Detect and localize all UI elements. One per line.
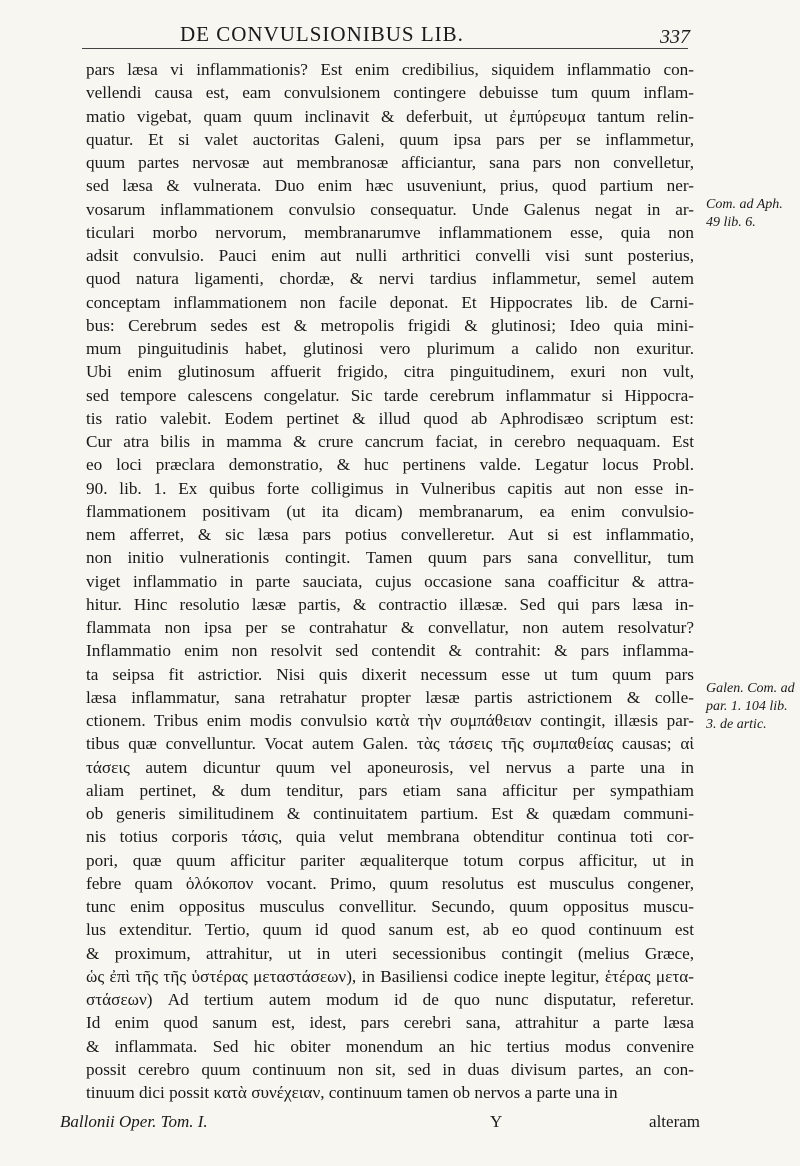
text-line: matio vigebat, quam quum inclinavit & deferbuit, ut ἐμπύρευμα tantum relin- <box>86 106 694 126</box>
text-line: pars læsa vi inflammationis? Est enim credibilius, siquidem inflammatio con- <box>86 60 694 79</box>
text-line: τάσεις autem dicuntur quum vel aponeurosis, vel nervus a parte una in <box>86 757 694 777</box>
text-line: bus: Cerebrum sedes est & metropolis frigidi & glutinosi; Ideo quia mini- <box>86 315 694 335</box>
text-line: conceptam inflammationem non facile deponat. Et Hippocrates lib. de Carni- <box>86 292 694 312</box>
body-text <box>86 58 694 1104</box>
text-line: non initio vulnerationis contingit. Tamen quum pars sana convellitur, tum <box>86 548 694 568</box>
text-line: hitur. Hinc resolutio læsæ partis, & contractio illæsæ. Sed qui pars læsa in- <box>86 594 694 614</box>
text-line: ob generis similitudinem & continuitatem partium. Est & quædam communi- <box>86 804 694 823</box>
page-number: 337 <box>660 26 690 48</box>
text-line: 90. lib. 1. Ex quibus forte colligimus in Vulneribus capitis aut non esse in- <box>86 478 694 498</box>
text-line: flammationem positivam (ut ita dicam) membranarum, ea enim convulsio- <box>86 501 694 521</box>
page-footer <box>60 1112 700 1140</box>
margin-note: Com. ad Aph. 49 lib. 6. <box>706 197 783 230</box>
text-line: Ubi enim glutinosum affuerit frigido, citra pinguitudinem, exuri non vult, <box>86 362 694 382</box>
text-line: quod natura ligamenti, chordæ, & nervi tardius inflammetur, semel autem <box>86 269 694 289</box>
footer-imprint: Ballonii Oper. Tom. I. <box>60 1112 208 1131</box>
text-line: pori, quæ quum afficitur pariter æqualiterque totum corpus afficitur, ut in <box>86 850 694 870</box>
text-line: tibus quæ convelluntur. Vocat autem Galen. τὰς τάσεις τῆς συμπαθείας causas; αἱ <box>86 734 694 754</box>
text-line: Inflammatio enim non resolvit sed contendit & contrahit: & pars inflamma- <box>86 641 694 661</box>
text-line: tis ratio valebit. Eodem pertinet & illud quod ab Aphrodisæo scriptum est: <box>86 408 694 428</box>
text-line: nem afferret, & sic læsa pars potius convelleretur. Aut si est inflammatio, <box>86 525 694 544</box>
text-line: aliam pertinet, & dum tenditur, pars etiam sana afficitur per sympathiam <box>86 780 694 800</box>
catchword: alteram <box>649 1112 700 1131</box>
text-line: vellendi causa est, eam convulsionem contingere debuisse tum quum inflam- <box>86 83 694 103</box>
text-line: & inflammata. Sed hic obiter monendum an hic tertius modus convenire <box>86 1036 694 1056</box>
text-line: flammata non ipsa per se contrahatur & convellatur, non autem resolvatur? <box>86 618 694 637</box>
text-line: στάσεων) Ad tertium autem modum id de quo nunc disputatur, referetur. <box>86 990 694 1009</box>
header-rule <box>82 48 688 49</box>
text-line: possit cerebro quum continuum non sit, sed in duas divisum partes, an con- <box>86 1059 694 1079</box>
text-line: læsa inflammatur, sana retrahatur propter læsæ partis astrictionem & colle- <box>86 687 694 707</box>
text-line: Cur atra bilis in mamma & crure cancrum faciat, in cerebro nequaquam. Est <box>86 432 694 451</box>
text-line: lus extenditur. Tertio, quum id quod sanum est, ab eo quod continuum est <box>86 920 694 940</box>
text-line: tunc enim oppositus musculus convellitur. Secundo, quum oppositus muscu- <box>86 897 694 916</box>
text-line: mum pinguitudinis habet, glutinosi vero plurimum a calido non exuritur. <box>86 339 694 358</box>
text-line: adsit convulsio. Pauci enim aut nulli arthritici convelli visi sunt posterius, <box>86 246 694 265</box>
text-line: ta seipsa fit astrictior. Nisi quis dixerit necessum esse ut tum quum pars <box>86 664 694 684</box>
text-line: ticulari morbo nervorum, membranarumve inflammationem esse, quia non <box>86 222 694 242</box>
text-line: ὡς ἐπὶ τῆς τῆς ὑστέρας μεταστάσεων), in Basiliensi codice inepte legitur, ἑτέρας μετα- <box>86 966 694 986</box>
text-line: Id enim quod sanum est, idest, pars cerebri sana, attrahitur a parte læsa <box>86 1013 694 1033</box>
text-line: & proximum, attrahitur, ut in uteri secessionibus contingit (melius Græce, <box>86 943 694 963</box>
text-line: nis totius corporis τάσις, quia velut membrana obtenditur continua toti cor- <box>86 827 694 847</box>
signature-mark: Y <box>490 1112 503 1131</box>
text-line: sed tempore calescens congelatur. Sic tarde cerebrum inflammatur si Hippocra- <box>86 385 694 405</box>
text-line: tinuum dici possit κατὰ συνέχειαν, continuum tamen ob nervos a parte una in <box>86 1083 618 1102</box>
margin-note: Galen. Com. ad par. 1. 104 lib. 3. de artic. <box>706 681 795 732</box>
text-line: sed læsa & vulnerata. Duo enim hæc usuveniunt, prius, quod partium ner- <box>86 176 694 196</box>
text-line: quatur. Et si valet auctoritas Galeni, quum ipsa pars per se inflammetur, <box>86 129 694 149</box>
text-line: febre quam ὁλόκοπον vocant. Primo, quum resolutus est musculus congener, <box>86 873 694 893</box>
text-line: ctionem. Tribus enim modis convulsio κατὰ τὴν συμπάθειαν contingit, illæsis par- <box>86 711 694 730</box>
text-line: viget inflammatio in parte sauciata, cujus occasione sana coafficitur & attra- <box>86 571 694 591</box>
text-line: quum partes nervosæ aut membranosæ afficiantur, sana pars non convelletur, <box>86 153 694 172</box>
text-line: eo loci præclara demonstratio, & huc pertinens valde. Legatur locus Probl. <box>86 455 694 475</box>
text-line: vosarum inflammationem convulsio consequatur. Unde Galenus negat in ar- <box>86 199 694 219</box>
running-title: DE CONVULSIONIBUS LIB. <box>180 22 464 46</box>
